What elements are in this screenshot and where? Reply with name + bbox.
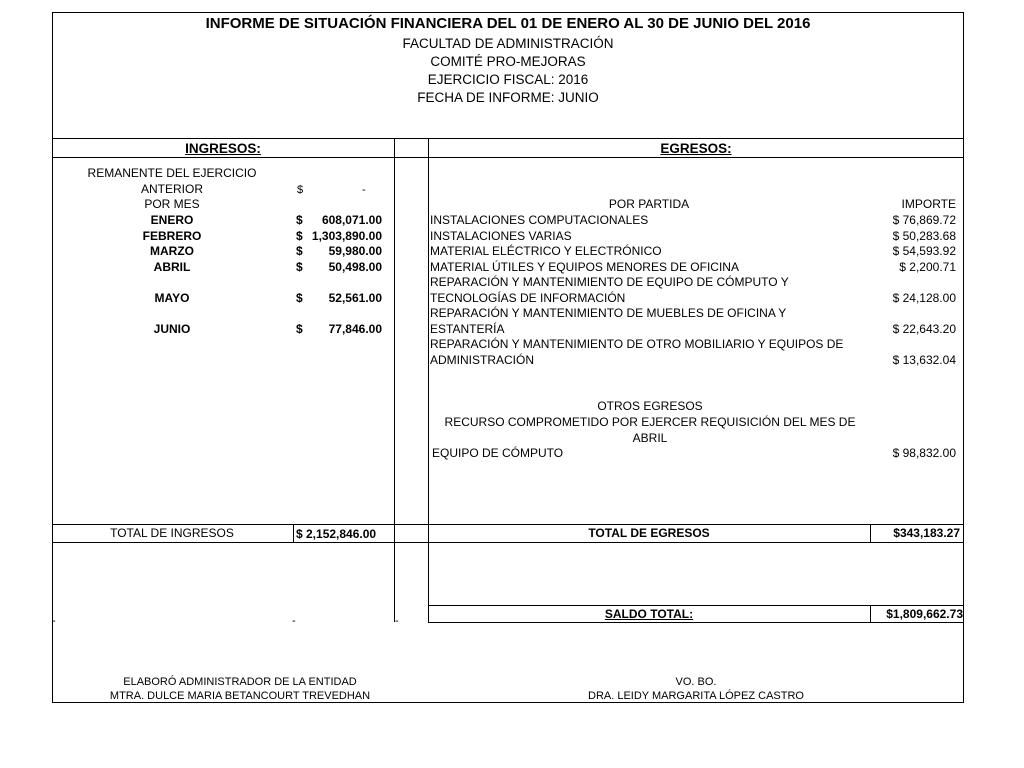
- egreso-amount: $ 76,869.72: [892, 213, 956, 227]
- egreso-item-line2: ADMINISTRACIÓN: [430, 353, 535, 367]
- divider-col-ingresos-total: [293, 524, 294, 542]
- month-currency: $: [296, 244, 303, 258]
- month-currency: $: [296, 229, 303, 243]
- egreso-item: REPARACIÓN Y MANTENIMIENTO DE EQUIPO DE CÓMPUTO Y: [430, 275, 789, 289]
- saldo-total-value: $1,809,662.73: [886, 607, 963, 621]
- month-amount: 608,071.00: [321, 213, 382, 227]
- otros-egresos-item: EQUIPO DE CÓMPUTO: [432, 446, 564, 460]
- col-por-partida: POR PARTIDA: [608, 197, 690, 211]
- report-title: INFORME DE SITUACIÓN FINANCIERA DEL 01 DE ENERO AL 30 DE JUNIO DEL 2016: [205, 15, 811, 32]
- divider-saldo-top: [428, 605, 964, 606]
- signature-left-role: ELABORÓ ADMINISTRADOR DE LA ENTIDAD: [123, 676, 357, 688]
- remanente-currency: $: [297, 184, 304, 196]
- otros-egresos-desc-line1: RECURSO COMPROMETIDO POR EJERCER REQUISICIÓN DEL MES DE: [444, 415, 856, 429]
- divider-totals-top: [52, 524, 964, 525]
- total-egresos-value: $343,183.27: [893, 526, 960, 540]
- month-label: MARZO: [150, 244, 194, 258]
- egreso-amount: $ 24,128.00: [892, 291, 956, 305]
- committee-name: COMITÉ PRO-MEJORAS: [430, 54, 586, 69]
- egreso-item: MATERIAL ELÉCTRICO Y ELECTRÓNICO: [430, 244, 662, 258]
- egreso-amount: $ 50,283.68: [892, 229, 956, 243]
- divider-col-ingresos-amount: [394, 138, 395, 622]
- remanente-label-line2: ANTERIOR: [140, 182, 203, 196]
- month-amount: 50,498.00: [328, 260, 382, 274]
- egreso-item: INSTALACIONES VARIAS: [430, 229, 572, 243]
- egreso-item-line2: TECNOLOGÍAS DE INFORMACIÓN: [430, 291, 626, 305]
- saldo-total-label: SALDO TOTAL:: [604, 607, 694, 621]
- month-currency: $: [296, 260, 303, 274]
- saldo-dash-mid: -: [292, 615, 296, 627]
- egreso-amount: $ 13,632.04: [892, 353, 956, 367]
- egreso-item: REPARACIÓN Y MANTENIMIENTO DE MUEBLES DE OFICINA Y: [430, 306, 787, 320]
- month-currency: $: [296, 291, 303, 305]
- total-egresos-label: TOTAL DE EGRESOS: [588, 526, 710, 540]
- otros-egresos-desc-line2: ABRIL: [632, 431, 668, 445]
- month-amount: 52,561.00: [328, 291, 382, 305]
- remanente-value: -: [362, 184, 366, 196]
- month-label: ABRIL: [153, 260, 191, 274]
- divider-totals-bottom: [52, 542, 964, 543]
- col-importe: IMPORTE: [901, 197, 956, 211]
- egreso-item: MATERIAL ÚTILES Y EQUIPOS MENORES DE OFICINA: [430, 260, 739, 274]
- month-amount: 77,846.00: [328, 322, 382, 336]
- month-amount: 59,980.00: [328, 244, 382, 258]
- otros-egresos-heading: OTROS EGRESOS: [597, 399, 703, 413]
- signature-right-name: DRA. LEIDY MARGARITA LÓPEZ CASTRO: [588, 690, 804, 702]
- month-currency: $: [296, 213, 303, 227]
- ingresos-heading: INGRESOS:: [185, 141, 261, 156]
- egresos-heading: EGRESOS:: [660, 141, 732, 156]
- remanente-label-line1: REMANENTE DEL EJERCICIO: [87, 166, 257, 180]
- otros-egresos-amount: $ 98,832.00: [892, 446, 956, 460]
- egreso-item: INSTALACIONES COMPUTACIONALES: [430, 213, 649, 227]
- month-label: ENERO: [150, 213, 194, 227]
- saldo-dash-right: -: [395, 615, 399, 627]
- por-mes-label: POR MES: [144, 197, 200, 211]
- month-label: MAYO: [154, 291, 190, 305]
- month-label: FEBRERO: [142, 229, 202, 243]
- saldo-dash-left: -: [52, 615, 56, 627]
- total-ingresos-label: TOTAL DE INGRESOS: [110, 526, 234, 540]
- egreso-amount: $ 22,643.20: [892, 322, 956, 336]
- signature-left-name: MTRA. DULCE MARIA BETANCOURT TREVEDHAN: [109, 690, 371, 702]
- egreso-amount: $ 54,593.92: [892, 244, 956, 258]
- egreso-item-line2: ESTANTERÍA: [430, 322, 505, 336]
- egreso-item: REPARACIÓN Y MANTENIMIENTO DE OTRO MOBILIARIO Y EQUIPOS DE: [430, 337, 844, 351]
- fiscal-year: EJERCICIO FISCAL: 2016: [427, 72, 589, 87]
- divider-header: [52, 138, 964, 139]
- signature-right-role: VO. BO.: [675, 676, 717, 688]
- month-label: JUNIO: [153, 322, 191, 336]
- total-ingresos-value: $ 2,152,846.00: [296, 527, 377, 541]
- divider-saldo-bottom: [428, 622, 964, 623]
- egreso-amount: $ 2,200.71: [899, 260, 956, 274]
- month-currency: $: [296, 322, 303, 336]
- month-amount: 1,303,890.00: [311, 229, 382, 243]
- report-date: FECHA DE INFORME: JUNIO: [417, 90, 599, 105]
- faculty-name: FACULTAD DE ADMINISTRACIÓN: [402, 36, 614, 51]
